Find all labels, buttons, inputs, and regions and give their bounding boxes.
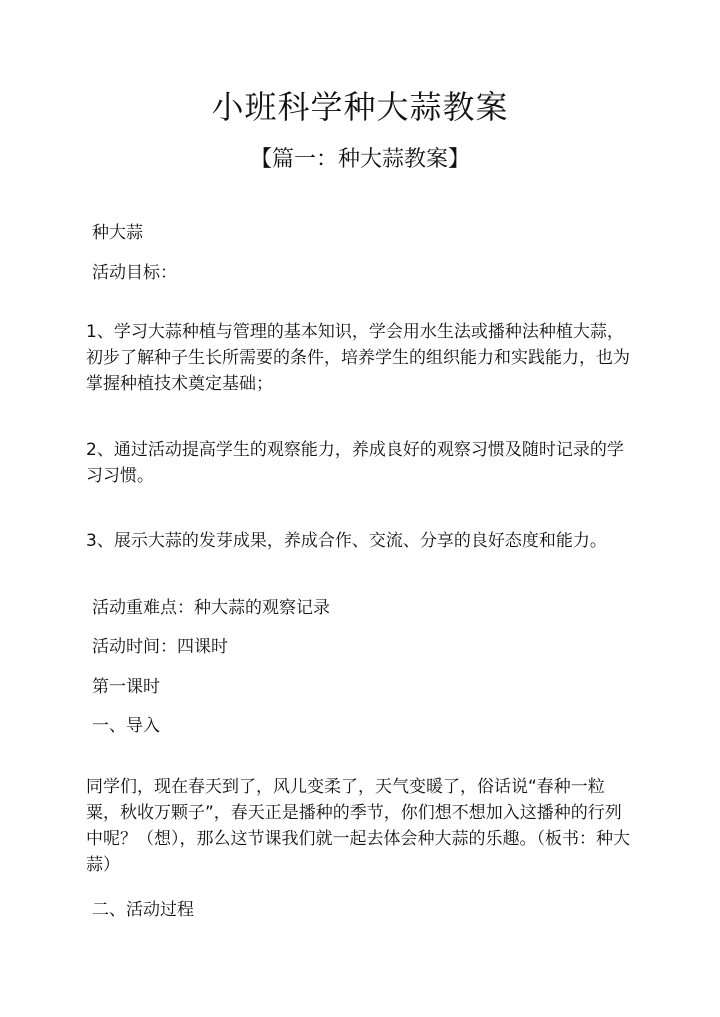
section-heading-process: 二、活动过程 — [92, 900, 194, 920]
topic-line: 种大蒜 — [92, 223, 143, 243]
lesson-heading: 第一课时 — [92, 677, 160, 697]
key-point-line: 活动重难点：种大蒜的观察记录 — [92, 598, 330, 618]
goals-heading: 活动目标： — [92, 263, 177, 283]
goal-paragraph-1: 1、学习大蒜种植与管理的基本知识，学会用水生法或播种法种植大蒜，初步了解种子生长所需要的条件，培养学生的组织能力和实践能力，也为掌握种植技术奠定基础； — [86, 322, 630, 394]
section-heading-intro: 一、导入 — [92, 716, 160, 736]
duration-line: 活动时间：四课时 — [92, 637, 228, 657]
document-title: 小班科学种大蒜教案 — [211, 88, 509, 126]
goal-paragraph-2: 2、通过活动提高学生的观察能力，养成良好的观察习惯及随时记录的学习习惯。 — [86, 440, 624, 486]
intro-paragraph: 同学们，现在春天到了，风儿变柔了，天气变暖了，俗话说“春种一粒粟，秋收万颗子”，春天正是播种的季节，你们想不想加入这播种的行列中呢？（想），那么这节课我们就一起去体会种大蒜的乐趣。（板书：种大蒜） — [86, 777, 630, 875]
document-subtitle: 【篇一：种大蒜教案】 — [249, 147, 470, 172]
goal-paragraph-3: 3、展示大蒜的发芽成果，养成合作、交流、分享的良好态度和能力。 — [86, 531, 607, 551]
